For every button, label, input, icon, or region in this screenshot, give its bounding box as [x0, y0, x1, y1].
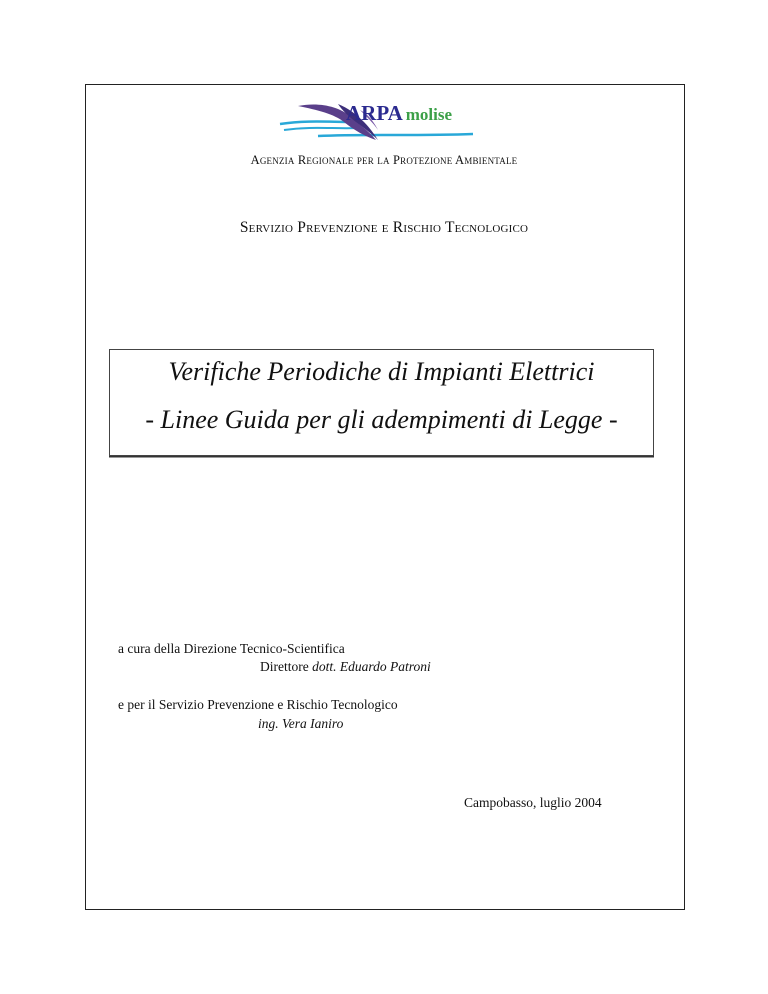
credits-direction: a cura della Direzione Tecnico-Scientifica: [118, 641, 345, 656]
logo-wordmark: [346, 101, 452, 126]
logo-arpa: ARPA: [346, 101, 403, 125]
service-name: Servizio Prevenzione e Rischio Tecnologico: [239, 219, 529, 236]
logo-molise: molise: [405, 105, 453, 124]
document-subtitle: - Linee Guida per gli adempimenti di Legge -: [145, 405, 618, 434]
document-title: Verifiche Periodiche di Impianti Elettrici: [168, 357, 595, 386]
engineer-name: ing. Vera Ianiro: [258, 716, 344, 731]
director-label: Direttore: [260, 659, 309, 674]
credits-service: e per il Servizio Prevenzione e Rischio Tecnologico: [118, 697, 398, 712]
title-box: [109, 349, 654, 456]
agency-name: Agenzia Regionale per la Protezione Ambientale: [250, 153, 518, 167]
credits-director: [260, 659, 431, 675]
page-frame: [85, 84, 685, 910]
director-name: dott. Eduardo Patroni: [312, 659, 431, 674]
place-date: Campobasso, luglio 2004: [464, 795, 602, 810]
